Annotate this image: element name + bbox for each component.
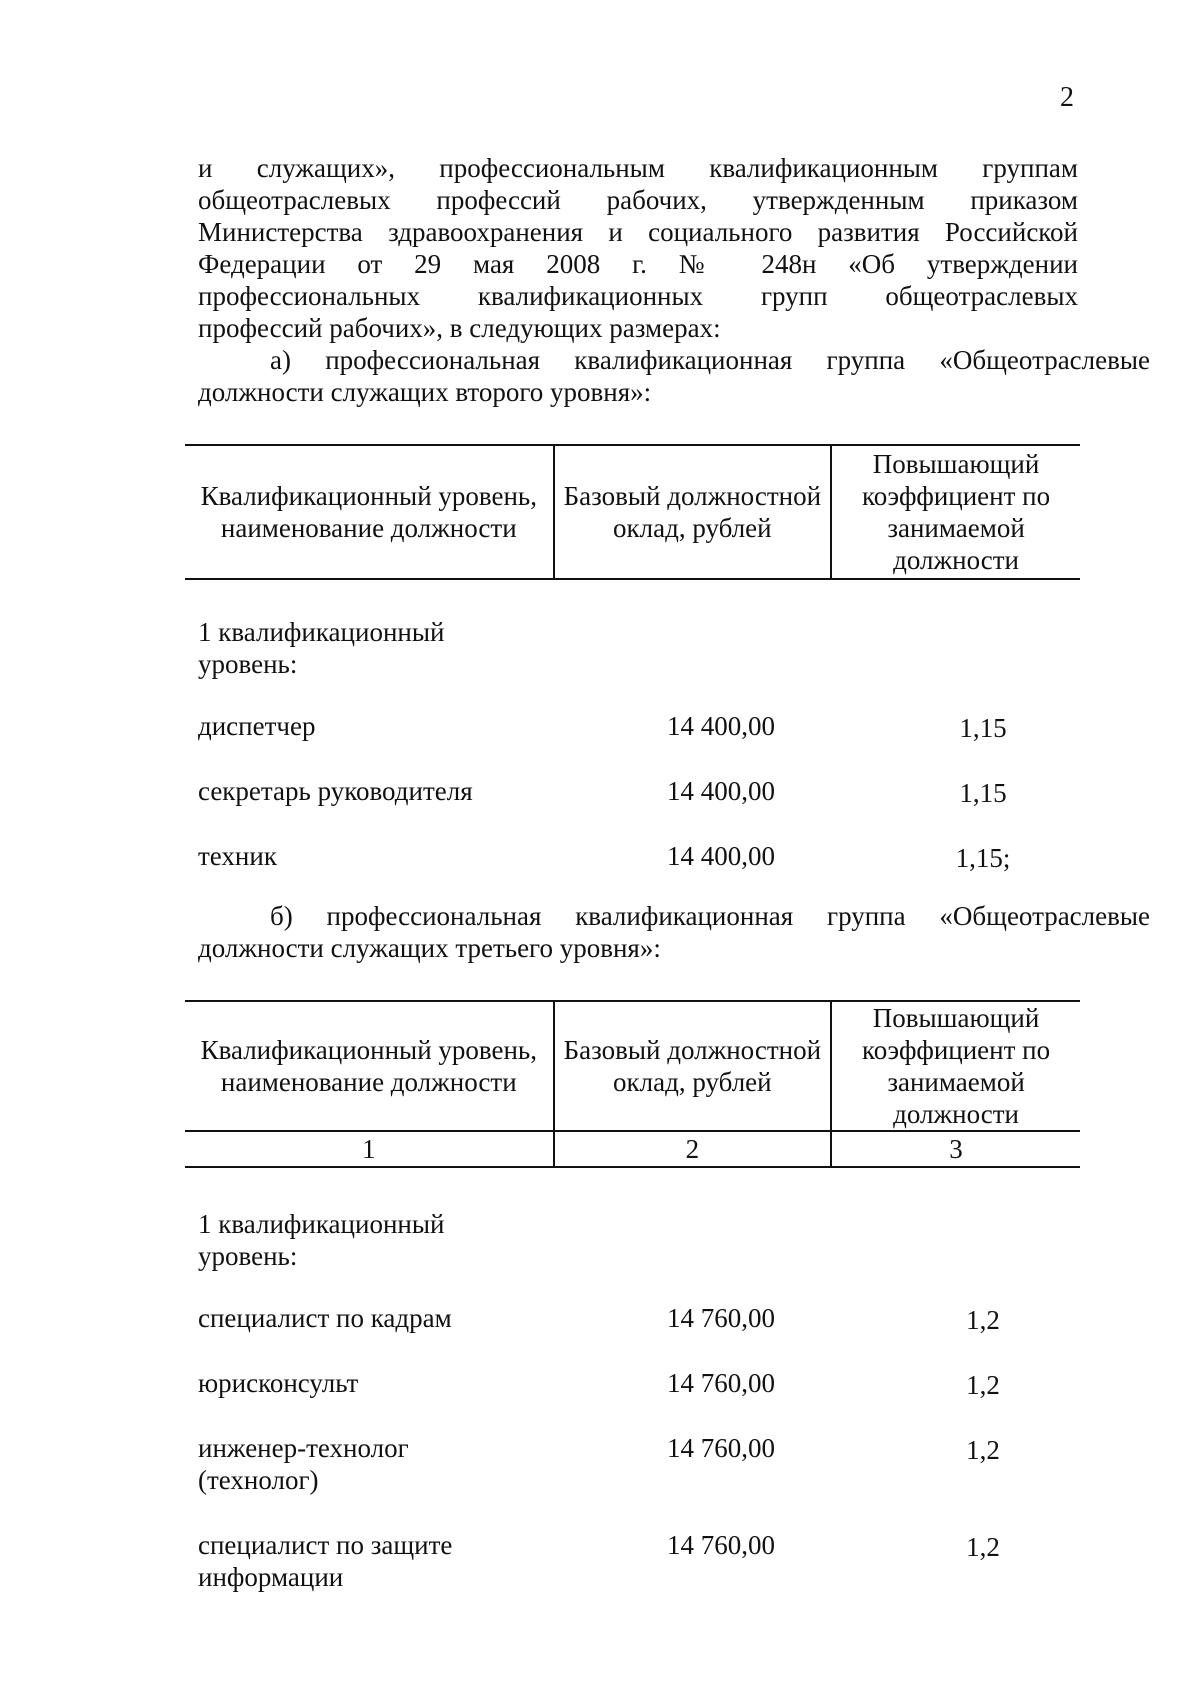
section-b-level-label: 1 квалификационный уровень:: [198, 1209, 445, 1271]
position-name: инженер-технолог (технолог): [198, 1433, 409, 1495]
base-salary: 14 760,00: [667, 1368, 775, 1398]
coefficient: 1,2: [966, 1435, 1000, 1465]
section-a-level-label: 1 квалификационный уровень:: [198, 617, 445, 679]
header-qualification-level: Квалификационный уровень, наименование должности: [200, 481, 537, 543]
intro-line: Федерации от 29 мая 2008 г. № 248н «Об утверждении: [198, 249, 1078, 279]
base-salary: 14 400,00: [667, 711, 775, 741]
header-coefficient: Повышающий коэффициент по занимаемой должности: [831, 1001, 1080, 1131]
column-number: 2: [554, 1131, 832, 1167]
intro-line: и служащих», профессиональным квалификационным группам: [198, 153, 1078, 183]
base-salary: 14 760,00: [667, 1530, 775, 1560]
position-name: техник: [198, 841, 277, 871]
header-qualification-level: Квалификационный уровень, наименование должности: [200, 1035, 537, 1097]
intro-line: общеотраслевых профессий рабочих, утвержденным приказом: [198, 185, 1078, 215]
coefficient: 1,15: [959, 778, 1007, 808]
header-base-salary: Базовый должностной оклад, рублей: [554, 1001, 832, 1131]
table-row: [198, 1302, 1080, 1366]
section-a-heading: а) профессиональная квалификационная группа «Общеотраслевые: [270, 345, 1150, 375]
table-row: [198, 710, 1080, 774]
position-name: специалист по кадрам: [198, 1303, 452, 1333]
intro-paragraph: [198, 152, 1078, 344]
section-b-table-header: [185, 1000, 1080, 1168]
column-number: 3: [831, 1131, 1080, 1167]
position-name: диспетчер: [198, 711, 316, 741]
header-coefficient: Повышающий коэффициент по занимаемой должности: [831, 445, 1080, 579]
intro-line: профессий рабочих», в следующих размерах:: [198, 313, 721, 343]
coefficient: 1,15;: [955, 843, 1011, 873]
intro-line: профессиональных квалификационных групп общеотраслевых: [198, 281, 1078, 311]
header-base-salary: Базовый должностной оклад, рублей: [554, 445, 832, 579]
table-row: [198, 1367, 1080, 1431]
base-salary: 14 400,00: [667, 841, 775, 871]
table-row: [198, 775, 1080, 839]
section-a-heading-cont: должности служащих второго уровня»:: [198, 377, 652, 407]
base-salary: 14 760,00: [667, 1433, 775, 1463]
table-row: [198, 1432, 1080, 1496]
section-a-table-header: [185, 444, 1080, 580]
position-name: специалист по защите информации: [198, 1530, 453, 1592]
coefficient: 1,15: [959, 713, 1007, 743]
section-b-heading: б) профессиональная квалификационная группа «Общеотраслевые: [270, 901, 1150, 931]
table-row: [198, 840, 1080, 904]
coefficient: 1,2: [966, 1532, 1000, 1562]
position-name: секретарь руководителя: [198, 776, 473, 806]
coefficient: 1,2: [966, 1370, 1000, 1400]
base-salary: 14 400,00: [667, 776, 775, 806]
position-name: юрисконсульт: [198, 1368, 359, 1398]
base-salary: 14 760,00: [667, 1303, 775, 1333]
coefficient: 1,2: [966, 1305, 1000, 1335]
table-row: [198, 1529, 1080, 1593]
intro-line: Министерства здравоохранения и социального развития Российской: [198, 217, 1078, 247]
section-b-heading-cont: должности служащих третьего уровня»:: [198, 933, 661, 963]
page-number: 2: [1060, 82, 1074, 113]
column-number: 1: [362, 1134, 376, 1164]
